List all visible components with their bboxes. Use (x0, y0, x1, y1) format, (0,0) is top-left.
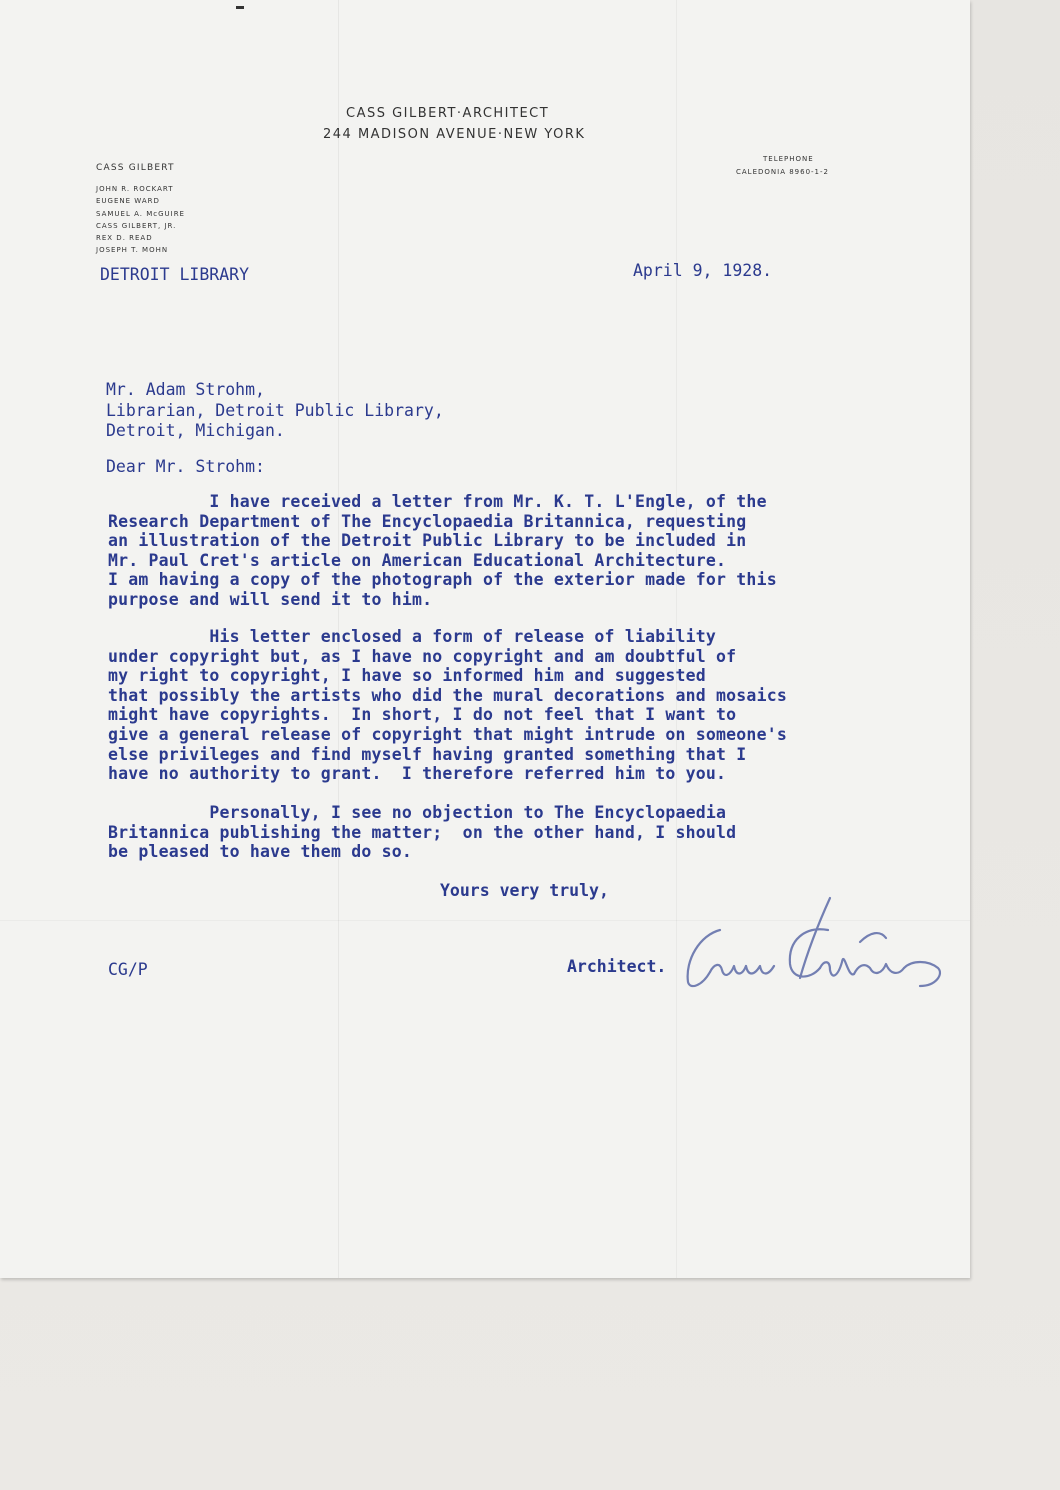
body-line: Personally, I see no objection to The Encyclopaedia (108, 803, 727, 822)
body-line: Mr. Paul Cret's article on American Educational Architecture. (108, 550, 727, 570)
telephone-label: TELEPHONE (763, 155, 814, 163)
associate-name: REX D. READ (96, 234, 153, 243)
body-line: under copyright but, as I have no copyright and am doubtful of (108, 646, 737, 666)
body-paragraph (108, 492, 777, 610)
letterhead-address: 244 MADISON AVENUE·NEW YORK (323, 127, 586, 142)
associate-name: SAMUEL A. McGUIRE (96, 209, 185, 218)
body-line: have no authority to grant. I therefore referred him to you. (108, 764, 727, 784)
reference-line: DETROIT LIBRARY (100, 265, 250, 284)
recipient-line: Detroit, Michigan. (106, 421, 285, 440)
body-line: an illustration of the Detroit Public Library to be included in (108, 531, 747, 551)
salutation: Dear Mr. Strohm: (106, 457, 265, 476)
letterhead-firm: CASS GILBERT·ARCHITECT (346, 106, 550, 121)
body-line: else privileges and find myself having granted something that I (108, 744, 747, 764)
signature-title: Architect. (567, 957, 667, 976)
body-line: might have copyrights. In short, I do not feel that I want to (108, 705, 737, 725)
recipient-address (106, 380, 444, 442)
recipient-line: Librarian, Detroit Public Library, (106, 400, 444, 420)
complimentary-close: Yours very truly, (440, 881, 609, 900)
typist-initials: CG/P (108, 960, 148, 979)
body-line: His letter enclosed a form of release of liability (108, 627, 717, 646)
body-line: Britannica publishing the matter; on the other hand, I should (108, 822, 737, 842)
body-paragraph (108, 627, 787, 784)
body-line: my right to copyright, I have so informed him and suggested (108, 666, 706, 686)
associate-name: JOSEPH T. MOHN (96, 246, 169, 255)
body-line: I have received a letter from Mr. K. T. L'Engle, of the (108, 492, 767, 511)
body-line: purpose and will send it to him. (108, 589, 433, 609)
associate-name: CASS GILBERT, JR. (96, 221, 177, 230)
body-line: give a general release of copyright that might intrude on someone's (108, 724, 787, 744)
associate-name: JOHN R. ROCKART (96, 185, 174, 193)
body-line: that possibly the artists who did the mural decorations and mosaics (108, 685, 787, 705)
letter-date: April 9, 1928. (633, 261, 773, 280)
associate-name: EUGENE WARD (96, 197, 160, 206)
body-line: be pleased to have them do so. (108, 842, 413, 862)
body-line: I am having a copy of the photograph of the exterior made for this (108, 570, 777, 590)
telephone-number: CALEDONIA 8960-1-2 (736, 168, 829, 176)
staple-mark (236, 6, 244, 9)
body-line: Research Department of The Encyclopaedia Britannica, requesting (108, 511, 747, 531)
handwritten-signature (680, 890, 950, 1000)
letterhead-principal: CASS GILBERT (96, 163, 175, 173)
recipient-line: Mr. Adam Strohm, (106, 380, 265, 399)
body-paragraph (108, 803, 736, 862)
letterhead-associates (96, 183, 185, 257)
